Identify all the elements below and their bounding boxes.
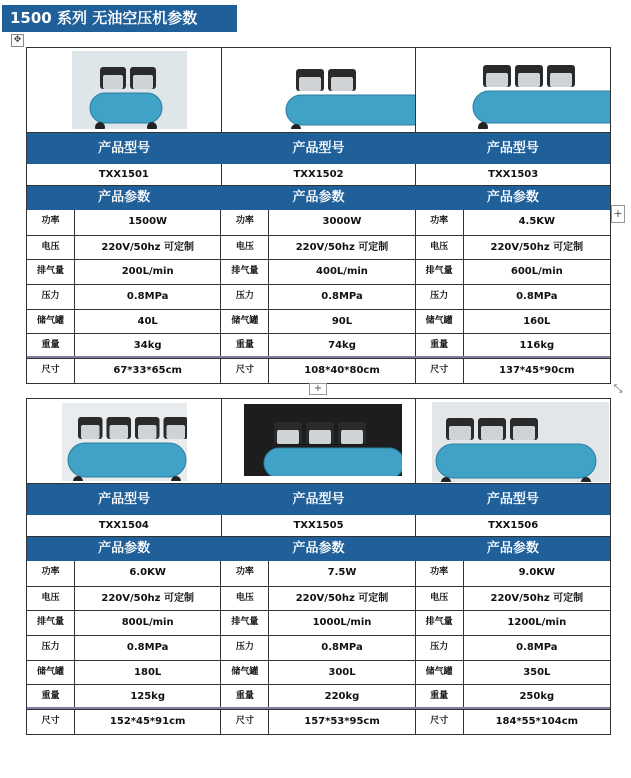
spec-value-voltage: 220V/50hz 可定制 [101,592,194,604]
spec-label-displacement: 排气量 [27,260,75,284]
spec-value-displacement: 1200L/min [507,617,567,629]
spec-value-tank: 160L [523,315,551,327]
spec-group [416,561,610,586]
spec-group [221,310,415,334]
air-tank [286,95,417,125]
model-header: 产品型号 [292,492,345,507]
motor-housing [133,75,153,89]
spec-group [221,260,415,284]
spec-value-displacement: 400L/min [316,266,368,278]
spec-group [416,661,610,685]
model-name: TXX1501 [27,164,222,185]
model-name-row [26,515,611,537]
spec-value-pressure: 0.8MPa [516,291,558,303]
spec-row-pressure [27,635,610,660]
motor-housing [167,425,186,439]
spec-value-size: 67*33*65cm [113,365,182,377]
spec-label-displacement: 排气量 [221,260,269,284]
spec-group [416,285,610,309]
spec-group [416,611,610,635]
spec-header: 产品参数 [486,190,539,205]
spec-label-pressure: 压力 [416,636,464,660]
spec-label-weight: 重量 [416,334,464,356]
spec-value-displacement: 200L/min [121,266,174,278]
spec-value-pressure: 0.8MPa [126,291,169,303]
spec-label-size: 尺寸 [416,710,464,734]
spec-value-power: 7.5W [327,567,357,578]
spec-header: 产品参数 [98,190,151,205]
spec-label-displacement: 排气量 [27,611,75,635]
spec-label-pressure: 压力 [221,636,269,660]
spec-label-size: 尺寸 [221,710,269,734]
spec-group [27,285,221,309]
spec-group [27,359,221,383]
add-column-button[interactable]: + [611,205,625,223]
spec-group [27,210,221,235]
spec-value-weight: 34kg [133,340,162,352]
spec-row-weight [27,333,610,358]
motor-housing [481,426,503,440]
spec-value-tank: 180L [134,666,162,678]
spec-label-power: 功率 [27,210,75,235]
spec-label-voltage: 电压 [416,236,464,260]
air-tank [436,444,596,478]
spec-label-power: 功率 [221,561,269,586]
spec-group [221,710,415,734]
compressor-photo [432,402,609,482]
spec-value-power: 4.5KW [518,216,556,227]
spec-label-displacement: 排气量 [416,611,464,635]
spec-label-voltage: 电压 [27,236,75,260]
spec-header: 产品参数 [292,190,345,205]
model-name: TXX1502 [222,164,417,185]
compressor-photo [62,403,187,481]
spec-group [221,611,415,635]
page-title: 1500 系列 无油空压机参数 [2,5,237,32]
spec-group [27,334,221,356]
spec-label-power: 功率 [221,210,269,235]
spec-group [221,334,415,356]
product-image-cell [416,399,610,483]
spec-value-tank: 300L [328,666,356,678]
spec-value-weight: 74kg [328,340,356,352]
compressor-photo [272,51,417,129]
spec-table [26,210,611,384]
spec-value-voltage: 220V/50hz 可定制 [490,592,584,604]
spec-value-pressure: 0.8MPa [321,642,363,654]
spec-group [221,661,415,685]
product-table-block-1 [26,47,611,384]
spec-row-size [27,709,610,734]
spec-label-size: 尺寸 [27,710,75,734]
compressor-photo [72,51,187,129]
spec-row-pressure [27,284,610,309]
model-name-row [26,164,611,186]
product-image-cell [222,399,417,483]
spec-label-pressure: 压力 [416,285,464,309]
spec-header-row [26,537,611,561]
add-row-button[interactable]: + [309,383,327,395]
spec-label-displacement: 排气量 [221,611,269,635]
model-name: TXX1503 [488,169,539,180]
model-header: 产品型号 [98,141,151,156]
spec-row-power [27,210,610,235]
model-header-row [26,133,611,164]
spec-row-displacement [27,610,610,635]
motor-housing [103,75,123,89]
spec-row-voltage [27,235,610,260]
spec-value-pressure: 0.8MPa [321,291,363,303]
spec-label-weight: 重量 [27,334,75,356]
spec-value-displacement: 800L/min [121,617,174,629]
spec-group [221,636,415,660]
spec-group [221,285,415,309]
model-name: TXX1506 [488,520,539,531]
table-resize-handle-icon[interactable]: ⤡ [613,382,623,395]
spec-group [416,334,610,356]
spec-group [221,236,415,260]
compressor-photo [244,404,402,476]
spec-label-tank: 储气罐 [416,310,464,334]
spec-group [416,260,610,284]
spec-label-tank: 储气罐 [27,661,75,685]
model-header: 产品型号 [292,141,345,156]
model-name: TXX1504 [27,515,222,536]
spec-label-weight: 重量 [221,334,269,356]
spec-value-size: 184*55*104cm [495,716,579,728]
spec-group [27,561,221,586]
spec-value-displacement: 1000L/min [312,617,372,629]
spec-group [416,587,610,611]
spec-group [27,310,221,334]
spec-row-weight [27,684,610,709]
spec-label-power: 功率 [27,561,75,586]
spec-header: 产品参数 [486,541,539,556]
spec-value-voltage: 220V/50hz 可定制 [490,241,584,253]
spec-row-size [27,358,610,383]
spec-group [221,359,415,383]
model-header: 产品型号 [486,492,539,507]
spec-label-weight: 重量 [27,685,75,707]
spec-label-weight: 重量 [416,685,464,707]
spec-value-weight: 125kg [130,691,165,703]
spec-label-tank: 储气罐 [221,661,269,685]
spec-group [27,685,221,707]
compressor-photo [461,51,610,129]
air-tank [264,448,402,476]
spec-table [26,561,611,735]
spec-label-voltage: 电压 [221,587,269,611]
spec-value-displacement: 600L/min [510,266,563,278]
spec-value-size: 152*45*91cm [109,716,186,728]
image-row [26,47,611,133]
spec-label-size: 尺寸 [27,359,75,383]
spec-value-voltage: 220V/50hz 可定制 [295,241,389,253]
motor-housing [449,426,471,440]
spec-value-weight: 250kg [519,691,555,703]
spec-label-tank: 储气罐 [27,310,75,334]
motor-housing [299,77,321,91]
spec-group [27,611,221,635]
motor-housing [486,73,508,87]
motor-housing [331,77,353,91]
spec-value-tank: 350L [523,666,551,678]
air-tank [473,91,610,123]
spec-label-size: 尺寸 [221,359,269,383]
spec-group [416,359,610,383]
spec-group [221,685,415,707]
spec-group [416,636,610,660]
spec-header: 产品参数 [292,541,345,556]
spec-group [416,710,610,734]
spec-label-tank: 储气罐 [416,661,464,685]
motor-housing [138,425,157,439]
spec-value-size: 108*40*80cm [304,365,380,377]
spec-group [27,260,221,284]
spec-value-size: 157*53*95cm [304,716,380,728]
air-tank [68,443,186,477]
spec-value-size: 137*45*90cm [499,365,575,377]
spec-header: 产品参数 [98,541,151,556]
spec-group [221,587,415,611]
spec-row-voltage [27,586,610,611]
motor-housing [81,425,100,439]
image-row [26,398,611,484]
spec-label-pressure: 压力 [27,285,75,309]
spec-row-tank [27,309,610,334]
table-move-handle-icon[interactable]: ✥ [11,34,24,47]
spec-header-row [26,186,611,210]
spec-value-tank: 40L [137,315,158,327]
spec-group [27,661,221,685]
motor-housing [277,430,299,444]
spec-label-pressure: 压力 [221,285,269,309]
spec-value-pressure: 0.8MPa [126,642,169,654]
spec-value-power: 1500W [128,216,168,227]
spec-label-size: 尺寸 [416,359,464,383]
spec-group [27,587,221,611]
spec-group [221,561,415,586]
spec-value-voltage: 220V/50hz 可定制 [101,241,194,253]
spec-label-power: 功率 [416,210,464,235]
product-image-cell [27,48,222,132]
air-tank [90,93,162,123]
spec-group [27,236,221,260]
spec-label-voltage: 电压 [221,236,269,260]
product-image-cell [27,399,222,483]
spec-value-weight: 220kg [324,691,360,703]
motor-housing [513,426,535,440]
spec-label-power: 功率 [416,561,464,586]
spec-value-voltage: 220V/50hz 可定制 [295,592,389,604]
spec-row-displacement [27,259,610,284]
spec-group [416,210,610,235]
spec-label-pressure: 压力 [27,636,75,660]
motor-housing [550,73,572,87]
spec-group [27,710,221,734]
spec-row-power [27,561,610,586]
spec-value-power: 6.0KW [129,567,166,578]
spec-group [416,685,610,707]
motor-housing [309,430,331,444]
model-header-row [26,484,611,515]
spec-label-voltage: 电压 [27,587,75,611]
spec-value-power: 9.0KW [518,567,556,578]
spec-value-pressure: 0.8MPa [516,642,558,654]
model-header: 产品型号 [486,141,539,156]
spec-label-weight: 重量 [221,685,269,707]
motor-housing [110,425,129,439]
spec-group [416,236,610,260]
spec-label-tank: 储气罐 [221,310,269,334]
motor-housing [341,430,363,444]
spec-label-voltage: 电压 [416,587,464,611]
spec-label-displacement: 排气量 [416,260,464,284]
spec-value-tank: 90L [331,315,353,327]
model-name: TXX1505 [222,515,417,536]
spec-group [416,310,610,334]
product-image-cell [222,48,417,132]
spec-group [27,636,221,660]
motor-housing [518,73,540,87]
spec-value-weight: 116kg [519,340,555,352]
spec-group [221,210,415,235]
product-table-block-2 [26,398,611,735]
spec-row-tank [27,660,610,685]
spec-value-power: 3000W [322,216,362,227]
model-header: 产品型号 [98,492,151,507]
product-image-cell [416,48,610,132]
